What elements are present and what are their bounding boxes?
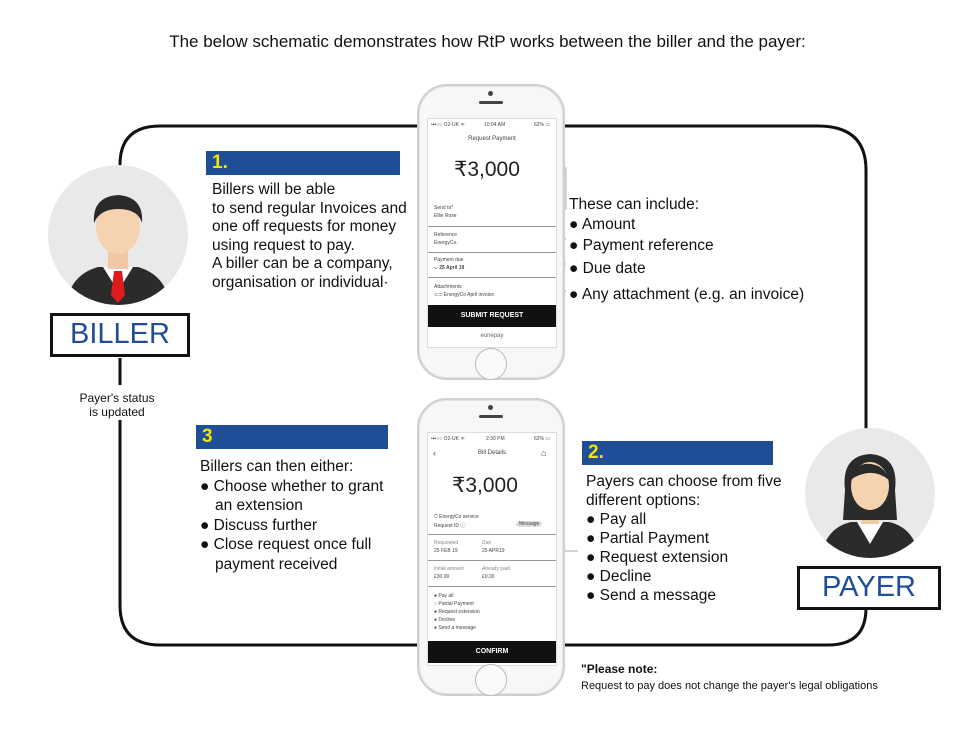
confirm-button[interactable]: CONFIRM	[428, 641, 556, 663]
phone-bill-details	[417, 398, 565, 696]
step3-intro: Billers can then either:	[200, 458, 354, 475]
paperclip-icon: ⊂⊃	[434, 292, 443, 298]
step1-text: Billers will be able to send regular Invoices and one off requests for money using request to pay. A biller can be a company, organisation or individual·	[212, 181, 407, 291]
submit-request-button[interactable]: SUBMIT REQUEST	[428, 305, 556, 327]
shield-icon: ⛉	[434, 514, 438, 520]
biller-label: BILLER	[50, 313, 190, 357]
step3-number: 3	[202, 426, 213, 447]
phone2-screen: •••○○ O2-UK ᯤ 2:30 PM 62% ▭ ‹ Bill Details ⌂ ₹3,000 ⛉ EnergyCo service Request ID ⓘ Message Requested 25 FEB 19 Due 25 APR19 Initial amount £30.00 Already paid £0.00 ● Pay all ○ Partial Payment ● Request extension ● Decline ● Send a message CONFIRM	[427, 432, 557, 666]
home-button[interactable]	[475, 348, 507, 380]
home-button[interactable]	[475, 664, 507, 696]
camera-icon	[488, 91, 493, 96]
list-item: ● Pay all	[586, 511, 647, 528]
step3-bar	[196, 425, 388, 449]
phone-request-payment	[417, 84, 565, 380]
list-item: ● Decline	[586, 568, 652, 585]
note-text: Request to pay does not change the payer's legal obligations	[581, 680, 878, 692]
list-item: ● Send a message	[586, 587, 716, 604]
step2-bar	[582, 441, 773, 465]
list-item: ● Discuss further	[200, 516, 318, 534]
step1-number: 1.	[212, 152, 228, 173]
choice-extension[interactable]: ● Request extension	[434, 609, 480, 615]
speaker-icon	[479, 415, 503, 418]
payer-label: PAYER	[797, 566, 941, 610]
list-item: ● Payment reference	[569, 236, 714, 254]
step2-intro: Payers can choose from five different options:	[586, 473, 782, 509]
camera-icon	[488, 405, 493, 410]
payer-avatar	[805, 428, 935, 558]
biller-avatar	[48, 165, 188, 305]
message-button[interactable]: Message	[516, 521, 542, 527]
phone1-screen: •••○○ O2-UK ᯤ 10:04 AM 62% ▭ Request Payment ₹3,000 Send to* Ellie Rose Reference EnergyCo. Payment due ⌵ 25 April 19 Attachments ⊂⊃ EnergyCo April invoice SUBMIT REQUEST eonepay	[427, 118, 557, 348]
home-icon[interactable]: ⌂	[541, 448, 547, 458]
brand-logo: eonepay	[480, 333, 504, 339]
choice-pay-all[interactable]: ● Pay all	[434, 593, 454, 599]
includes-list	[569, 195, 804, 304]
list-item: ● Any attachment (e.g. an invoice)	[569, 285, 805, 303]
list-item: ● Amount	[569, 215, 636, 233]
step2-number: 2.	[588, 442, 604, 463]
list-item: ● Request extension	[586, 549, 729, 566]
screen-title: Bill Details	[477, 450, 506, 456]
bill-amount: ₹3,000	[452, 474, 518, 497]
back-icon[interactable]: ‹	[433, 448, 436, 458]
diagram-title: The below schematic demonstrates how RtP works between the biller and the payer:	[169, 32, 806, 51]
speaker-icon	[479, 101, 503, 104]
choice-decline[interactable]: ● Decline	[434, 617, 456, 623]
choice-message[interactable]: ● Send a message	[434, 625, 476, 631]
list-item: ● Partial Payment	[586, 530, 710, 547]
step1-bar	[206, 151, 400, 175]
note-title: "Please note:	[581, 662, 658, 676]
screen-title: Request Payment	[468, 136, 516, 142]
request-amount: ₹3,000	[454, 158, 520, 181]
info-icon: ⓘ	[460, 523, 466, 529]
list-item: ● Due date	[569, 260, 646, 277]
due-date-select[interactable]: ⌵ 25 April 19	[434, 265, 465, 271]
list-item: ● Choose whether to grant an extension	[200, 477, 384, 514]
step3-text	[200, 457, 383, 574]
status-note: Payer's status is updated	[79, 391, 155, 419]
step2-text	[586, 472, 782, 605]
attachment-link[interactable]: ⊂⊃ EnergyCo April invoice	[434, 292, 495, 298]
list-item: ● Close request once full payment received	[200, 536, 372, 573]
choice-partial[interactable]: ○ Partial Payment	[434, 601, 474, 607]
includes-intro: These can include:	[569, 196, 700, 213]
